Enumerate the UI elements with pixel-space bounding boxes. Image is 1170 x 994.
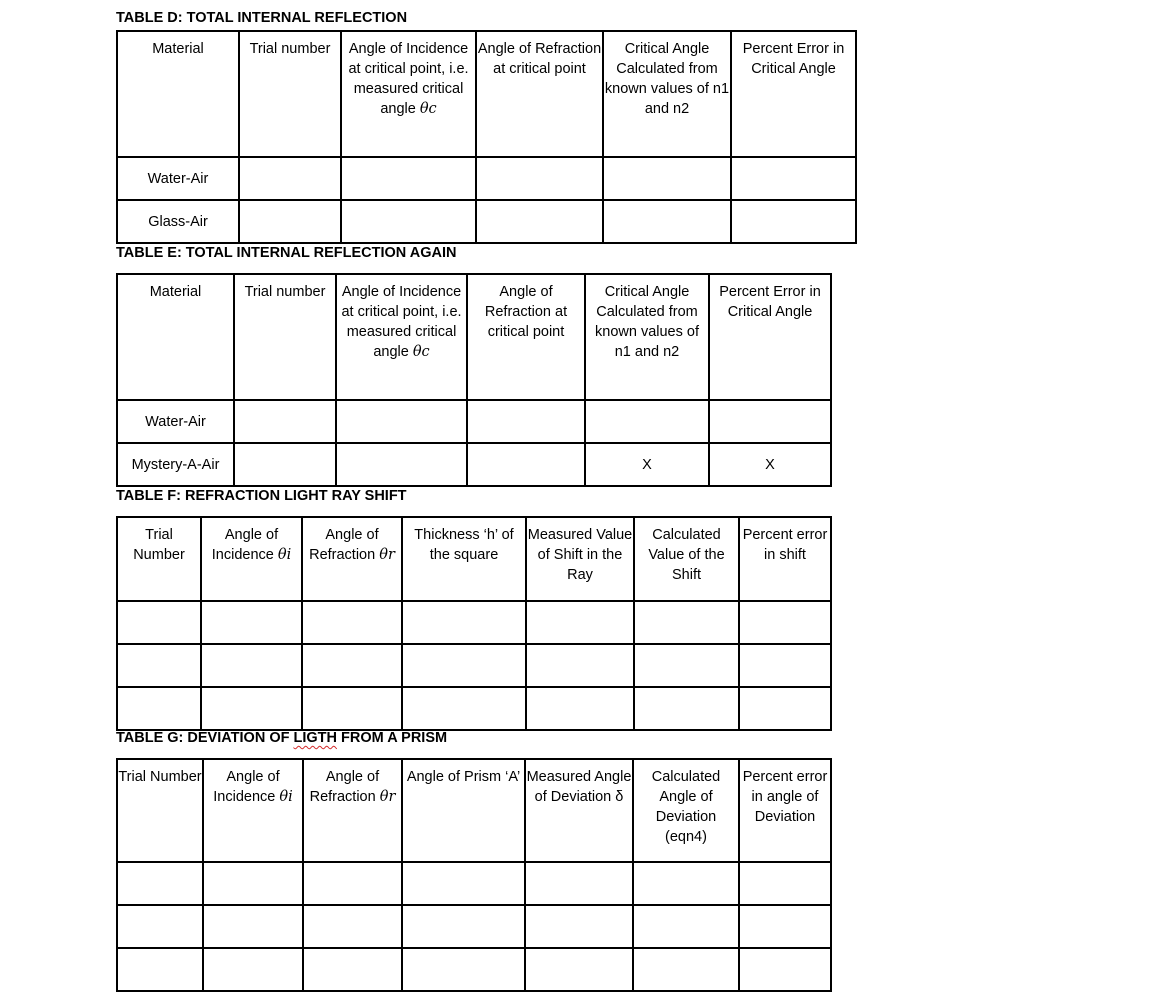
header-thickness: Thickness ‘h’ of the square: [402, 517, 526, 601]
material-cell: Mystery-A-Air: [117, 443, 234, 486]
table-cell[interactable]: [117, 644, 201, 687]
theta-i-symbol: θi: [277, 547, 292, 563]
header-angle-of-incidence: Angle of Incidence at critical point, i.e. measured critical angle θc: [341, 31, 476, 157]
table-g: [116, 758, 832, 992]
theta-r-symbol: θr: [379, 789, 396, 805]
table-cell[interactable]: [303, 905, 402, 948]
table-cell[interactable]: [117, 948, 203, 991]
header-trial-number: Trial Number: [117, 759, 203, 862]
table-cell[interactable]: [402, 644, 526, 687]
header-angle-of-refraction: Angle of Refraction θr: [302, 517, 402, 601]
table-g-title: TABLE G: DEVIATION OF LIGTH FROM A PRISM: [116, 730, 448, 746]
na-mark: X: [709, 443, 831, 486]
table-cell[interactable]: [117, 601, 201, 644]
header-percent-error-shift: Percent error in shift: [739, 517, 831, 601]
table-row: [117, 400, 831, 443]
table-cell[interactable]: [633, 948, 739, 991]
table-cell[interactable]: [731, 200, 856, 243]
table-cell[interactable]: [709, 400, 831, 443]
table-cell[interactable]: [402, 687, 526, 730]
header-angle-of-incidence: Angle of Incidence θi: [201, 517, 302, 601]
table-cell[interactable]: [634, 687, 739, 730]
table-cell[interactable]: [302, 601, 402, 644]
table-cell[interactable]: [234, 443, 336, 486]
table-cell[interactable]: [526, 601, 634, 644]
table-cell[interactable]: [603, 157, 731, 200]
table-cell[interactable]: [634, 601, 739, 644]
header-material: Material: [117, 274, 234, 400]
header-percent-error-deviation: Percent error in angle of Deviation: [739, 759, 831, 862]
table-row: [117, 200, 856, 243]
table-cell[interactable]: [234, 400, 336, 443]
table-cell[interactable]: [525, 905, 633, 948]
table-row: [117, 644, 831, 687]
material-cell: Water-Air: [117, 157, 239, 200]
table-cell[interactable]: [476, 200, 603, 243]
header-trial-number: Trial Number: [117, 517, 201, 601]
table-cell[interactable]: [467, 443, 585, 486]
table-cell[interactable]: [739, 862, 831, 905]
table-cell[interactable]: [739, 905, 831, 948]
table-e-title: TABLE E: TOTAL INTERNAL REFLECTION AGAIN: [116, 245, 457, 261]
table-cell[interactable]: [634, 644, 739, 687]
table-cell[interactable]: [203, 862, 303, 905]
header-percent-error: Percent Error in Critical Angle: [709, 274, 831, 400]
table-f: [116, 516, 832, 731]
table-cell[interactable]: [739, 687, 831, 730]
header-calculated-deviation: Calculated Angle of Deviation (eqn4): [633, 759, 739, 862]
table-cell[interactable]: [525, 948, 633, 991]
header-percent-error: Percent Error in Critical Angle: [731, 31, 856, 157]
table-cell[interactable]: [336, 443, 467, 486]
table-cell[interactable]: [402, 601, 526, 644]
table-cell[interactable]: [603, 200, 731, 243]
table-cell[interactable]: [203, 948, 303, 991]
header-angle-of-incidence: Angle of Incidence at critical point, i.e. measured critical angle θc: [336, 274, 467, 400]
table-d-header-row: [117, 31, 856, 157]
header-angle-of-refraction: Angle of Refraction at critical point: [476, 31, 603, 157]
table-cell[interactable]: [402, 948, 525, 991]
header-measured-deviation: Measured Angle of Deviation δ: [525, 759, 633, 862]
header-trial-number: Trial number: [234, 274, 336, 400]
header-calculated-shift: Calculated Value of the Shift: [634, 517, 739, 601]
table-cell[interactable]: [239, 157, 341, 200]
theta-r-symbol: θr: [379, 547, 395, 563]
table-cell[interactable]: [739, 601, 831, 644]
table-cell[interactable]: [117, 687, 201, 730]
header-critical-angle-calculated: Critical Angle Calculated from known values of n1 and n2: [585, 274, 709, 400]
material-cell: Glass-Air: [117, 200, 239, 243]
theta-c-symbol: θc: [419, 101, 437, 117]
table-cell[interactable]: [336, 400, 467, 443]
table-cell[interactable]: [526, 644, 634, 687]
table-cell[interactable]: [117, 862, 203, 905]
table-cell[interactable]: [633, 905, 739, 948]
table-cell[interactable]: [341, 157, 476, 200]
table-cell[interactable]: [467, 400, 585, 443]
table-cell[interactable]: [303, 862, 402, 905]
table-f-header-row: [117, 517, 831, 601]
table-row: [117, 862, 831, 905]
table-d: [116, 30, 857, 244]
table-cell[interactable]: [739, 948, 831, 991]
table-cell[interactable]: [303, 948, 402, 991]
table-e: [116, 273, 832, 487]
table-row: [117, 905, 831, 948]
table-cell[interactable]: [402, 905, 525, 948]
table-cell[interactable]: [402, 862, 525, 905]
table-e-header-row: [117, 274, 831, 400]
header-material: Material: [117, 31, 239, 157]
table-d-title: TABLE D: TOTAL INTERNAL REFLECTION: [116, 10, 408, 26]
theta-i-symbol: θi: [279, 789, 293, 805]
table-cell[interactable]: [633, 862, 739, 905]
material-cell: Water-Air: [117, 400, 234, 443]
table-row: [117, 157, 856, 200]
header-trial-number: Trial number: [239, 31, 341, 157]
table-cell[interactable]: [525, 862, 633, 905]
table-cell[interactable]: [201, 687, 302, 730]
table-cell[interactable]: [201, 601, 302, 644]
header-measured-shift: Measured Value of Shift in the Ray: [526, 517, 634, 601]
table-row: [117, 948, 831, 991]
header-critical-angle-calculated: Critical Angle Calculated from known values of n1 and n2: [603, 31, 731, 157]
na-mark: X: [585, 443, 709, 486]
table-row: [117, 443, 831, 486]
header-angle-of-incidence: Angle of Incidence θi: [203, 759, 303, 862]
table-row: [117, 687, 831, 730]
table-f-title: TABLE F: REFRACTION LIGHT RAY SHIFT: [116, 488, 407, 504]
table-row: [117, 601, 831, 644]
table-cell[interactable]: [203, 905, 303, 948]
header-angle-of-refraction: Angle of Refraction at critical point: [467, 274, 585, 400]
table-cell[interactable]: [585, 400, 709, 443]
table-cell[interactable]: [239, 200, 341, 243]
header-angle-of-refraction: Angle of Refraction θr: [303, 759, 402, 862]
table-cell[interactable]: [201, 644, 302, 687]
table-cell[interactable]: [302, 687, 402, 730]
table-cell[interactable]: [731, 157, 856, 200]
header-angle-of-prism: Angle of Prism ‘A’: [402, 759, 525, 862]
table-cell[interactable]: [739, 644, 831, 687]
table-cell[interactable]: [302, 644, 402, 687]
table-g-header-row: [117, 759, 831, 862]
theta-c-symbol: θc: [412, 344, 430, 360]
spellcheck-underlined-word[interactable]: LIGTH: [293, 730, 337, 746]
table-cell[interactable]: [526, 687, 634, 730]
table-cell[interactable]: [476, 157, 603, 200]
table-cell[interactable]: [117, 905, 203, 948]
table-cell[interactable]: [341, 200, 476, 243]
